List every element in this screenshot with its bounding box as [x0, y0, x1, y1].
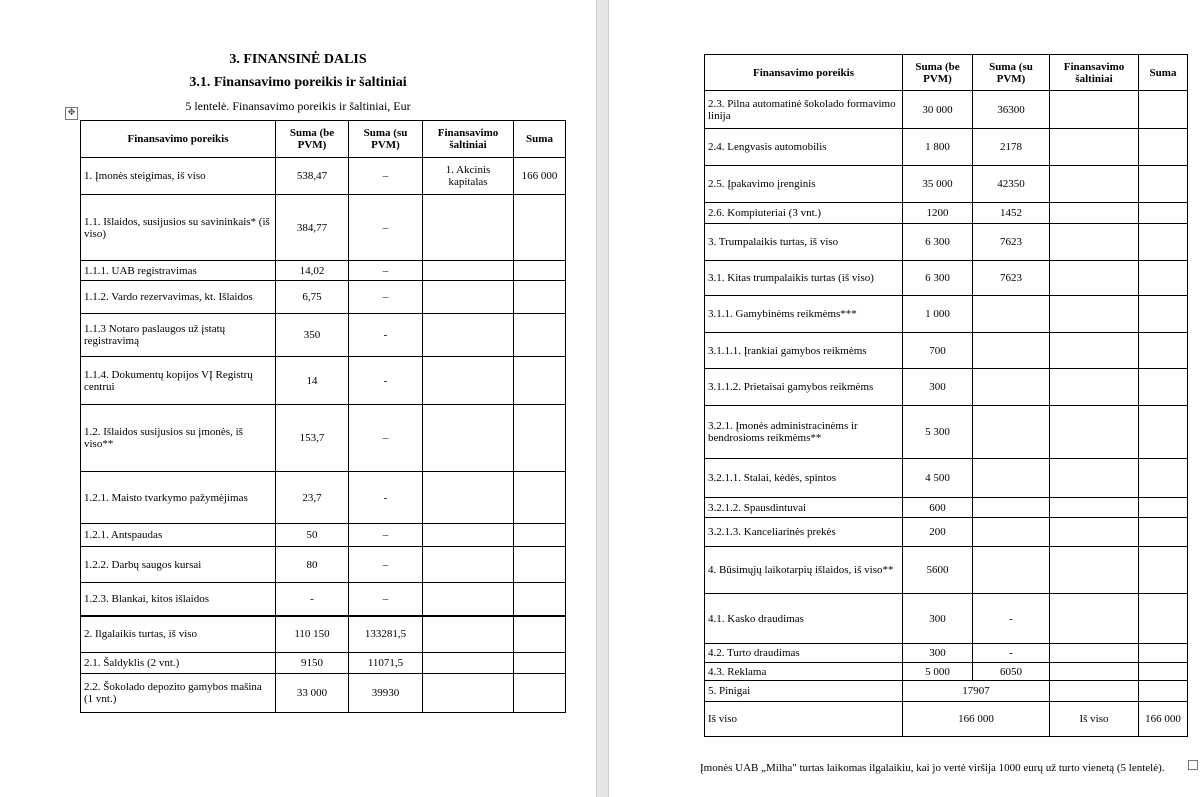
row-value	[1139, 129, 1188, 166]
row-value: -	[349, 357, 423, 405]
table-row	[705, 644, 1188, 663]
row-label: 1.2. Išlaidos susijusios su įmonės, iš viso**	[81, 405, 276, 472]
row-value	[1050, 663, 1139, 681]
row-value: 538,47	[276, 158, 349, 195]
row-value: 30 000	[903, 91, 973, 129]
row-value	[1050, 129, 1139, 166]
row-value	[514, 261, 566, 281]
row-label: 1.2.3. Blankai, kitos išlaidos	[81, 583, 276, 616]
row-value: 1 000	[903, 296, 973, 333]
row-value	[1050, 406, 1139, 459]
row-value: 1 800	[903, 129, 973, 166]
row-value	[973, 296, 1050, 333]
row-value	[973, 459, 1050, 498]
table-row	[705, 518, 1188, 547]
table-row	[81, 524, 566, 547]
row-value: –	[349, 158, 423, 195]
row-value: 5600	[903, 547, 973, 594]
row-value: –	[349, 524, 423, 547]
row-value: –	[349, 547, 423, 583]
row-value	[514, 357, 566, 405]
table-row	[705, 369, 1188, 406]
row-value: 350	[276, 314, 349, 357]
page-separator	[596, 0, 609, 797]
row-label: 1.1. Išlaidos, susijusios su savininkais* (iš viso)	[81, 195, 276, 261]
row-value: 1452	[973, 203, 1050, 224]
row-value: 39930	[349, 674, 423, 713]
row-value: 200	[903, 518, 973, 547]
row-value	[514, 674, 566, 713]
table-row	[81, 653, 566, 674]
row-value	[1050, 333, 1139, 369]
table-row	[81, 616, 566, 653]
table-row	[705, 459, 1188, 498]
row-label: 2.3. Pilna automatinė šokolado formavimo linija	[705, 91, 903, 129]
financing-table-part2	[704, 54, 1188, 737]
money-value: 17907	[903, 681, 1050, 702]
footnote: Įmonės UAB „Milha" turtas laikomas ilgalaikiu, kai jo vertė viršija 1000 eurų už turto vienetą (5 lentelė).	[700, 762, 1165, 774]
table-row	[81, 357, 566, 405]
row-value: 2178	[973, 129, 1050, 166]
row-value: 600	[903, 498, 973, 518]
row-value: 80	[276, 547, 349, 583]
table-row	[705, 166, 1188, 203]
row-value	[1139, 296, 1188, 333]
row-value	[1139, 261, 1188, 296]
row-value	[423, 616, 514, 653]
row-value: 300	[903, 594, 973, 644]
row-value	[1139, 498, 1188, 518]
total-source-value: 166 000	[1139, 702, 1188, 737]
row-value: 33 000	[276, 674, 349, 713]
row-value	[1139, 369, 1188, 406]
row-value	[514, 472, 566, 524]
table-row	[81, 261, 566, 281]
row-value: 9150	[276, 653, 349, 674]
table-row	[705, 498, 1188, 518]
row-value	[1050, 498, 1139, 518]
row-label: 1.2.2. Darbų saugos kursai	[81, 547, 276, 583]
table-row	[81, 195, 566, 261]
row-label: 1. Įmonės steigimas, iš viso	[81, 158, 276, 195]
row-value	[1050, 518, 1139, 547]
table-header-row	[81, 121, 566, 158]
table-row	[81, 547, 566, 583]
row-value: 14	[276, 357, 349, 405]
row-value	[514, 281, 566, 314]
table-header-row	[705, 55, 1188, 91]
row-value	[1139, 91, 1188, 129]
row-value: 700	[903, 333, 973, 369]
row-value	[1050, 547, 1139, 594]
table-row	[81, 158, 566, 195]
row-value: 6 300	[903, 224, 973, 261]
header-cell: Finansavimo šaltiniai	[1050, 55, 1139, 91]
row-value	[514, 547, 566, 583]
row-value: 50	[276, 524, 349, 547]
header-cell: Suma (be PVM)	[903, 55, 973, 91]
row-label: 1.1.2. Vardo rezervavimas, kt. Išlaidos	[81, 281, 276, 314]
row-value	[423, 674, 514, 713]
row-value: -	[973, 644, 1050, 663]
row-value	[1050, 203, 1139, 224]
table-row	[705, 129, 1188, 166]
row-value	[423, 547, 514, 583]
row-value: 384,77	[276, 195, 349, 261]
row-value	[1139, 459, 1188, 498]
row-label: 3.2.1.1. Stalai, kėdės, spintos	[705, 459, 903, 498]
row-value	[423, 261, 514, 281]
row-value: –	[349, 195, 423, 261]
row-value: 4 500	[903, 459, 973, 498]
row-value	[514, 583, 566, 616]
header-cell: Suma (su PVM)	[973, 55, 1050, 91]
row-value	[1050, 369, 1139, 406]
row-value	[973, 333, 1050, 369]
header-cell: Suma	[514, 121, 566, 158]
row-value: –	[349, 583, 423, 616]
row-value	[1139, 203, 1188, 224]
row-value	[423, 405, 514, 472]
row-value	[1139, 224, 1188, 261]
row-value	[1050, 459, 1139, 498]
financing-table-part1	[80, 120, 566, 713]
table-move-handle-icon[interactable]: ✥	[65, 107, 78, 120]
row-value	[423, 524, 514, 547]
row-value	[423, 583, 514, 616]
row-value	[514, 524, 566, 547]
row-value: 14,02	[276, 261, 349, 281]
table-row	[705, 203, 1188, 224]
table-row	[705, 406, 1188, 459]
table-row	[705, 594, 1188, 644]
row-value	[1139, 333, 1188, 369]
row-value: –	[349, 281, 423, 314]
table-row	[705, 333, 1188, 369]
row-value	[423, 195, 514, 261]
header-cell: Suma	[1139, 55, 1188, 91]
table-row	[81, 281, 566, 314]
row-value: 133281,5	[349, 616, 423, 653]
table-row	[81, 405, 566, 472]
row-value: –	[349, 405, 423, 472]
row-value: 1. Akcinis kapitalas	[423, 158, 514, 195]
row-value	[1050, 166, 1139, 203]
row-value: –	[349, 261, 423, 281]
row-value	[1050, 296, 1139, 333]
row-value: 11071,5	[349, 653, 423, 674]
table-row	[705, 663, 1188, 681]
total-value: 166 000	[903, 702, 1050, 737]
table-row	[705, 261, 1188, 296]
row-label: 3.1.1.1. Įrankiai gamybos reikmėms	[705, 333, 903, 369]
row-value: -	[973, 594, 1050, 644]
row-value	[1139, 644, 1188, 663]
total-label: Iš viso	[705, 702, 903, 737]
empty-cell	[1050, 681, 1139, 702]
row-value: 23,7	[276, 472, 349, 524]
row-label: 2.1. Šaldyklis (2 vnt.)	[81, 653, 276, 674]
row-label: 3. Trumpalaikis turtas, iš viso	[705, 224, 903, 261]
row-value	[973, 498, 1050, 518]
paragraph-mark-box	[1188, 760, 1198, 770]
row-value: 35 000	[903, 166, 973, 203]
row-value: 6,75	[276, 281, 349, 314]
total-row	[705, 702, 1188, 737]
total-source-label: Iš viso	[1050, 702, 1139, 737]
row-value	[423, 653, 514, 674]
row-value: 7623	[973, 261, 1050, 296]
row-label: 3.1. Kitas trumpalaikis turtas (iš viso)	[705, 261, 903, 296]
row-value	[1139, 594, 1188, 644]
header-cell: Suma (su PVM)	[349, 121, 423, 158]
row-label: 3.1.1.2. Prietaisai gamybos reikmėms	[705, 369, 903, 406]
row-value	[973, 406, 1050, 459]
row-value: 5 000	[903, 663, 973, 681]
row-value: -	[349, 472, 423, 524]
row-label: 4.3. Reklama	[705, 663, 903, 681]
row-label: 5. Pinigai	[705, 681, 903, 702]
row-value: 1200	[903, 203, 973, 224]
table-row	[81, 472, 566, 524]
row-value: 7623	[973, 224, 1050, 261]
row-label: 1.1.3 Notaro paslaugos už įstatų registravimą	[81, 314, 276, 357]
row-value	[1139, 166, 1188, 203]
row-label: 2.2. Šokolado depozito gamybos mašina (1 vnt.)	[81, 674, 276, 713]
table-row	[705, 547, 1188, 594]
row-value	[1139, 663, 1188, 681]
row-value: 42350	[973, 166, 1050, 203]
row-value: 300	[903, 369, 973, 406]
row-value	[423, 281, 514, 314]
row-value	[1139, 547, 1188, 594]
row-value: 110 150	[276, 616, 349, 653]
row-label: 1.1.4. Dokumentų kopijos VĮ Registrų centrui	[81, 357, 276, 405]
row-value	[514, 653, 566, 674]
table-row	[705, 296, 1188, 333]
row-value	[973, 547, 1050, 594]
row-value	[514, 616, 566, 653]
row-value	[1050, 224, 1139, 261]
row-value	[1050, 644, 1139, 663]
header-cell: Finansavimo šaltiniai	[423, 121, 514, 158]
subsection-title: 3.1. Finansavimo poreikis ir šaltiniai	[189, 75, 407, 90]
row-value	[1050, 261, 1139, 296]
row-value: 36300	[973, 91, 1050, 129]
row-label: 4.2. Turto draudimas	[705, 644, 903, 663]
row-value: -	[276, 583, 349, 616]
row-label: 4. Būsimųjų laikotarpių išlaidos, iš viso**	[705, 547, 903, 594]
row-value: 5 300	[903, 406, 973, 459]
row-label: 3.2.1.2. Spausdintuvai	[705, 498, 903, 518]
row-label: 1.1.1. UAB registravimas	[81, 261, 276, 281]
row-value	[1050, 594, 1139, 644]
money-row	[705, 681, 1188, 702]
row-value	[423, 314, 514, 357]
row-value	[1139, 518, 1188, 547]
row-value	[514, 405, 566, 472]
row-value	[423, 357, 514, 405]
row-label: 4.1. Kasko draudimas	[705, 594, 903, 644]
row-value	[973, 518, 1050, 547]
row-label: 3.1.1. Gamybinėms reikmėms***	[705, 296, 903, 333]
header-cell: Finansavimo poreikis	[705, 55, 903, 91]
table-row	[81, 583, 566, 616]
row-value: 300	[903, 644, 973, 663]
row-value	[423, 472, 514, 524]
header-cell: Finansavimo poreikis	[81, 121, 276, 158]
table-caption: 5 lentelė. Finansavimo poreikis ir šaltiniai, Eur	[185, 99, 411, 113]
row-label: 2.4. Lengvasis automobilis	[705, 129, 903, 166]
row-value: 153,7	[276, 405, 349, 472]
row-label: 2. Ilgalaikis turtas, iš viso	[81, 616, 276, 653]
header-cell: Suma (be PVM)	[276, 121, 349, 158]
row-value	[1139, 406, 1188, 459]
row-value	[973, 369, 1050, 406]
row-value	[514, 314, 566, 357]
row-label: 3.2.1. Įmonės administracinėms ir bendrosioms reikmėms**	[705, 406, 903, 459]
row-value	[514, 195, 566, 261]
row-value: 6050	[973, 663, 1050, 681]
empty-cell	[1139, 681, 1188, 702]
row-label: 2.6. Kompiuteriai (3 vnt.)	[705, 203, 903, 224]
table-row	[705, 224, 1188, 261]
row-label: 1.2.1. Maisto tvarkymo pažymėjimas	[81, 472, 276, 524]
row-value: 6 300	[903, 261, 973, 296]
table-row	[705, 91, 1188, 129]
row-label: 1.2.1. Antspaudas	[81, 524, 276, 547]
row-label: 3.2.1.3. Kanceliarinės prekės	[705, 518, 903, 547]
row-label: 2.5. Įpakavimo įrenginis	[705, 166, 903, 203]
section-title: 3. FINANSINĖ DALIS	[229, 52, 367, 67]
table-row	[81, 674, 566, 713]
row-value	[1050, 91, 1139, 129]
row-value: 166 000	[514, 158, 566, 195]
row-value: -	[349, 314, 423, 357]
table-row	[81, 314, 566, 357]
